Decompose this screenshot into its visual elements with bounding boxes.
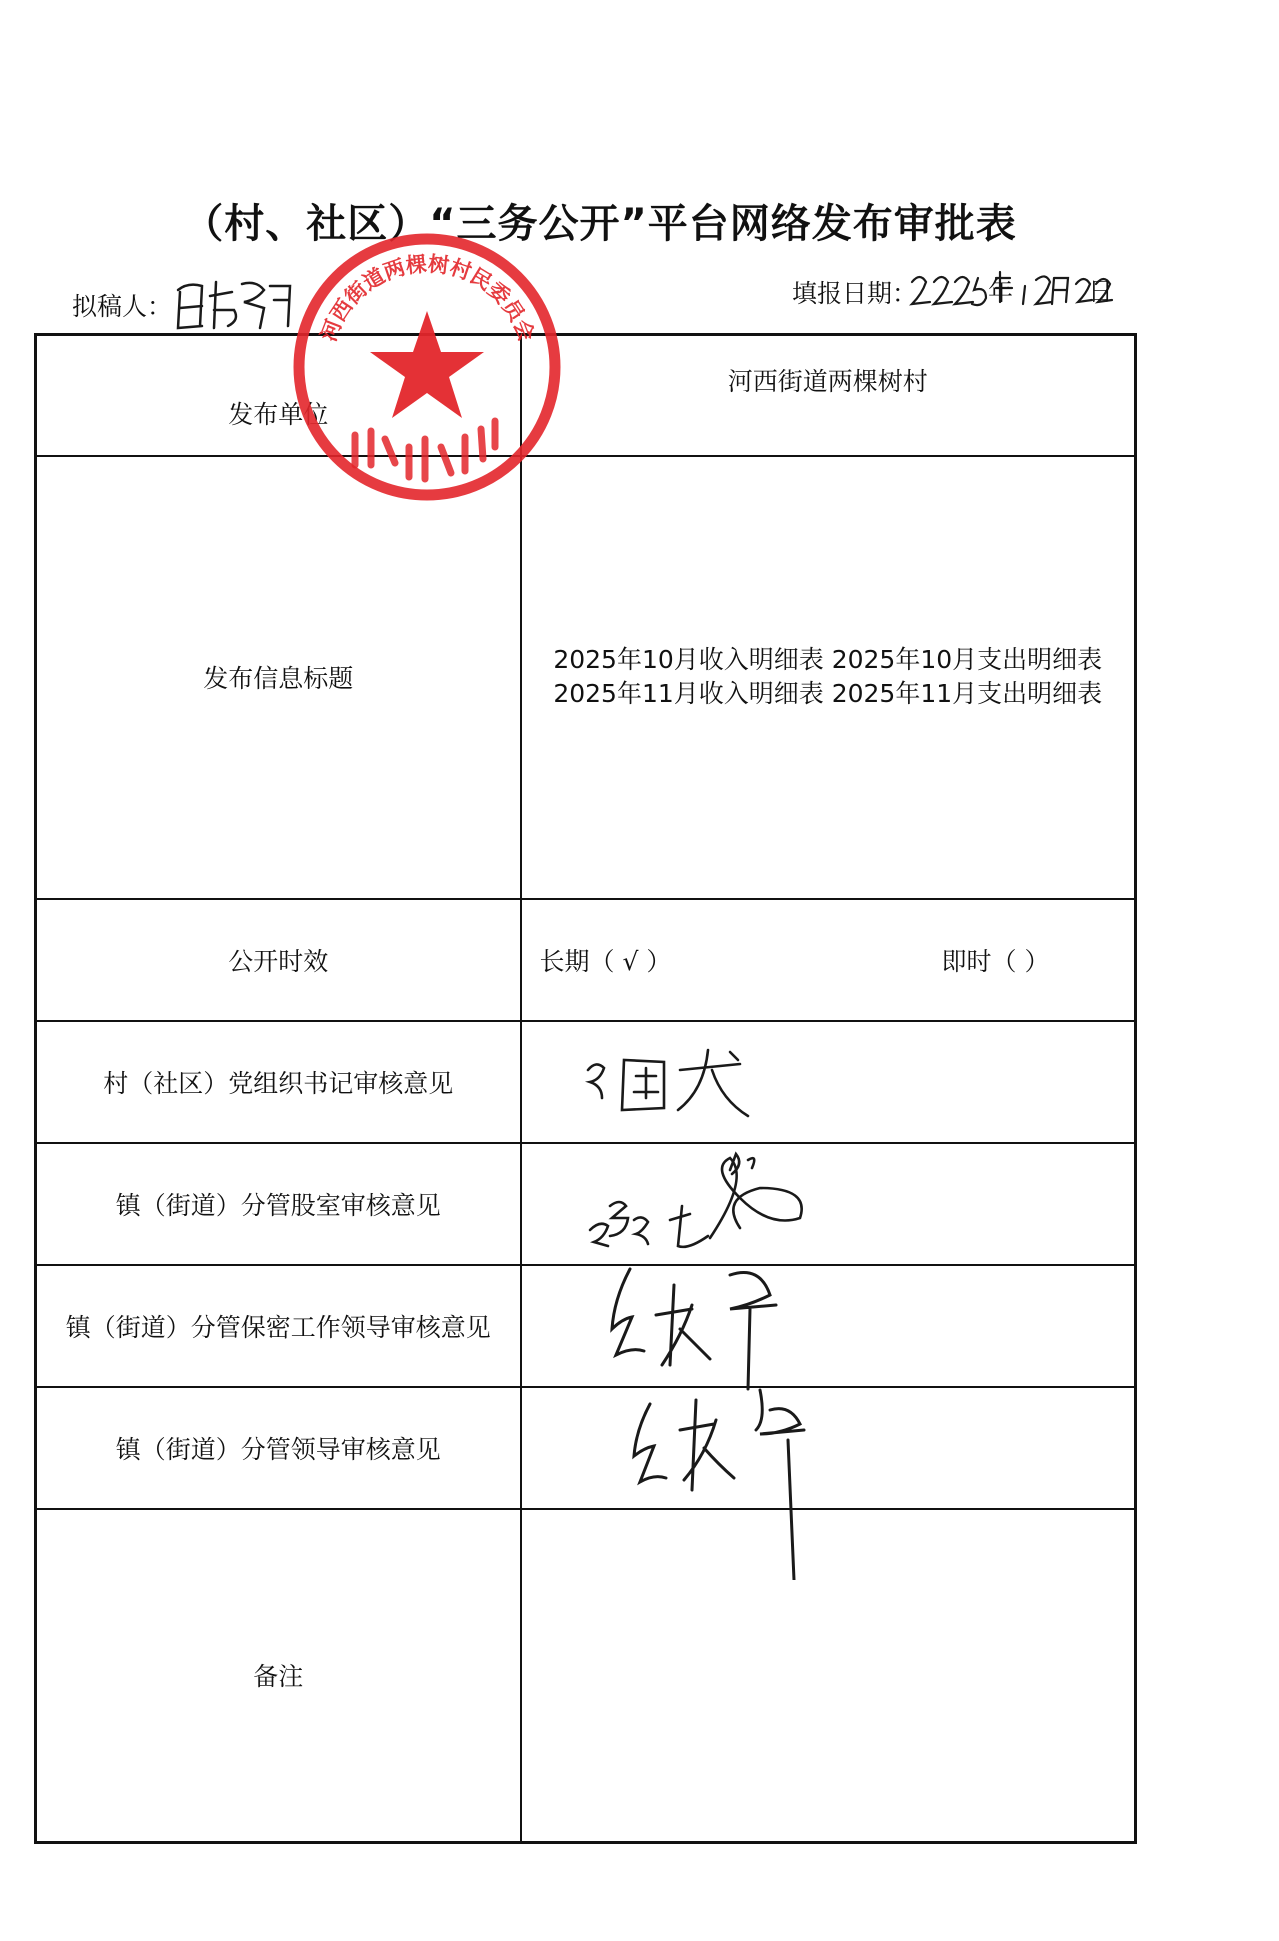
immediate-option: 即时（ ） — [941, 946, 1050, 976]
info-title-line: 2025年11月收入明细表 2025年11月支出明细表 — [553, 679, 1103, 708]
row-label-secrecy-review: 镇（街道）分管保密工作领导审核意见 — [36, 1265, 521, 1387]
long-term-option: 长期（ √ ） — [539, 946, 672, 976]
row-label-secretary-review: 村（社区）党组织书记审核意见 — [36, 1021, 521, 1143]
row-label-info-title: 发布信息标题 — [36, 456, 521, 899]
table-row — [36, 1021, 1136, 1143]
row-label-publisher: 发布单位 — [36, 335, 521, 456]
date-label: 填报日期： — [792, 279, 918, 308]
svg-text:河西街道两棵树村民委员会 — [316, 252, 538, 345]
row-label-publish-term: 公开时效 — [36, 899, 521, 1021]
publisher-value: 河西街道两棵树村 — [521, 335, 1136, 456]
secrecy-review-value — [521, 1265, 1136, 1387]
row-label-office-review: 镇（街道）分管股室审核意见 — [36, 1143, 521, 1265]
table-row — [36, 1387, 1136, 1509]
document-title: （村、社区）“三务公开”平台网络发布审批表 — [183, 201, 1017, 247]
info-title-value — [521, 456, 1136, 899]
date-year-unit: 年 — [988, 277, 1014, 306]
seal-text: 河西街道两棵树村民委员会 — [316, 251, 539, 345]
table-row — [36, 456, 1136, 899]
approval-form-table — [34, 333, 1137, 1844]
drafter-label: 拟稿人： — [72, 292, 173, 321]
remarks-value — [521, 1509, 1136, 1843]
date-day-unit: 日 — [1088, 277, 1114, 306]
leader-review-value — [521, 1387, 1136, 1509]
table-row — [36, 1143, 1136, 1265]
table-row — [36, 899, 1136, 1021]
row-label-leader-review: 镇（街道）分管领导审核意见 — [36, 1387, 521, 1509]
table-row — [36, 335, 1136, 456]
publish-term-value — [521, 899, 1136, 1021]
secretary-review-value — [521, 1021, 1136, 1143]
info-title-line: 2025年10月收入明细表 2025年10月支出明细表 — [553, 645, 1103, 674]
office-review-value — [521, 1143, 1136, 1265]
drafter-signature — [170, 270, 310, 335]
table-row — [36, 1509, 1136, 1843]
table-row — [36, 1265, 1136, 1387]
row-label-remarks: 备注 — [36, 1509, 521, 1843]
